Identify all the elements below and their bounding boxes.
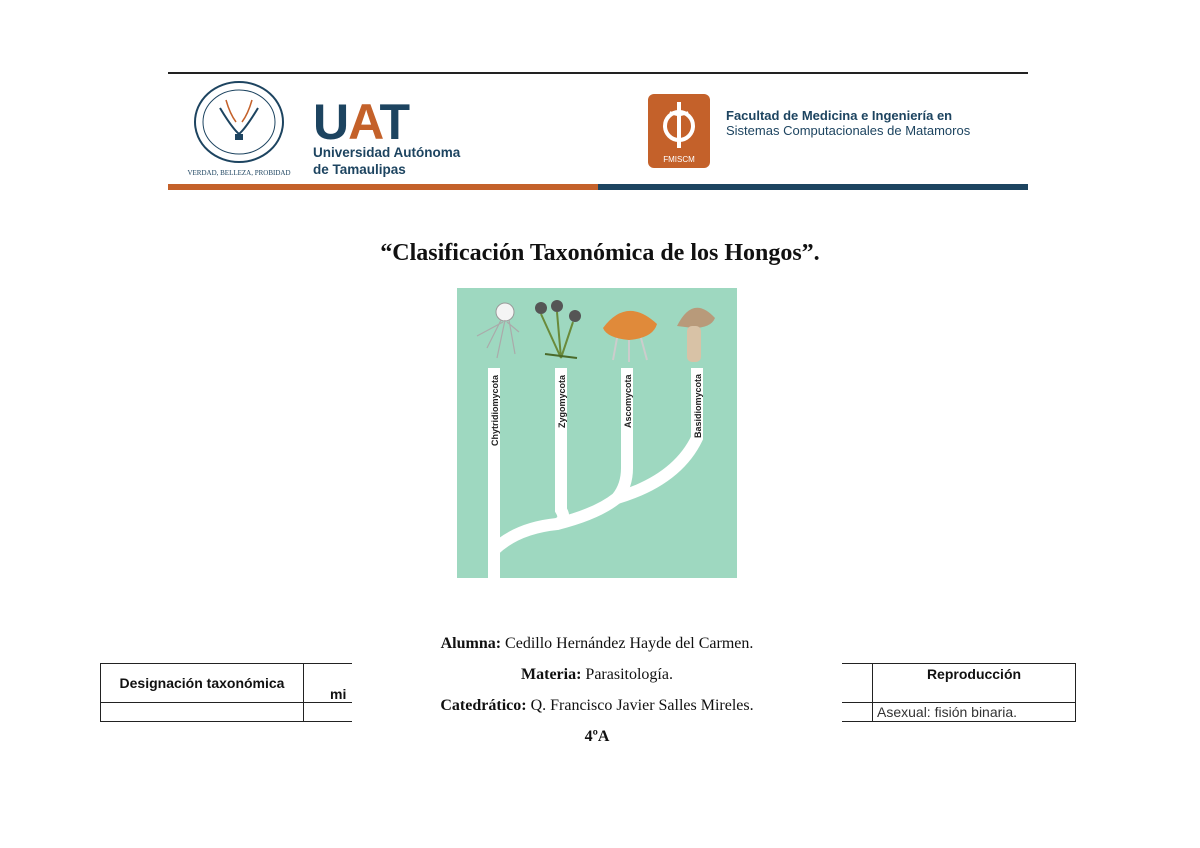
subject-name: Parasitología. (585, 666, 673, 683)
faculty-name-line-2: Sistemas Computacionales de Matamoros (726, 123, 971, 138)
student-name: Cedillo Hernández Hayde del Carmen. (505, 635, 754, 652)
branch-label-ascomycota: Ascomycota (623, 374, 633, 428)
student-line: Alumna: Cedillo Hernández Hayde del Carmen. (440, 635, 754, 652)
header-top-rule (168, 72, 1028, 74)
subject-line: Materia: Parasitología. (521, 666, 673, 683)
faculty-name-line-1: Facultad de Medicina e Ingeniería en (726, 108, 953, 123)
header-band-blue (598, 184, 1028, 190)
fungi-phylogenetic-tree (457, 288, 737, 578)
document-info (352, 628, 842, 752)
seal-motto: VERDAD, BELLEZA, PROBIDAD (187, 169, 291, 177)
table-header-partial: mi (304, 664, 873, 703)
university-seal-logo (180, 78, 298, 178)
table-cell (101, 703, 304, 722)
faculty-emblem-icon (648, 94, 710, 168)
group-line: 4ºA (584, 728, 610, 745)
uat-name-line-1: Universidad Autónoma (313, 145, 461, 160)
uat-logo (313, 94, 513, 180)
header-band-orange (168, 184, 598, 190)
table-header-designacion: Designación taxonómica (101, 664, 304, 703)
faculty-badge-text: FMISCM (663, 155, 695, 164)
branch-label-chytridiomycota: Chytridiomycota (490, 374, 500, 446)
teacher-name: Q. Francisco Javier Salles Mireles. (530, 697, 754, 714)
uat-wordmark: UAT (313, 94, 410, 150)
document-title: “Clasificación Taxonómica de los Hongos”. (380, 240, 820, 266)
teacher-line: Catedrático: Q. Francisco Javier Salles Mireles. (440, 697, 754, 714)
branch-label-zygomycota: Zygomycota (557, 374, 567, 428)
faculty-name (726, 108, 970, 138)
table-cell-reproduction: Asexual: fisión binaria. (873, 703, 1076, 722)
uat-name-line-2: de Tamaulipas (313, 162, 406, 177)
table-header-reproduccion: Reproducción (873, 664, 1076, 703)
branch-label-basidiomycota: Basidiomycota (693, 373, 703, 438)
